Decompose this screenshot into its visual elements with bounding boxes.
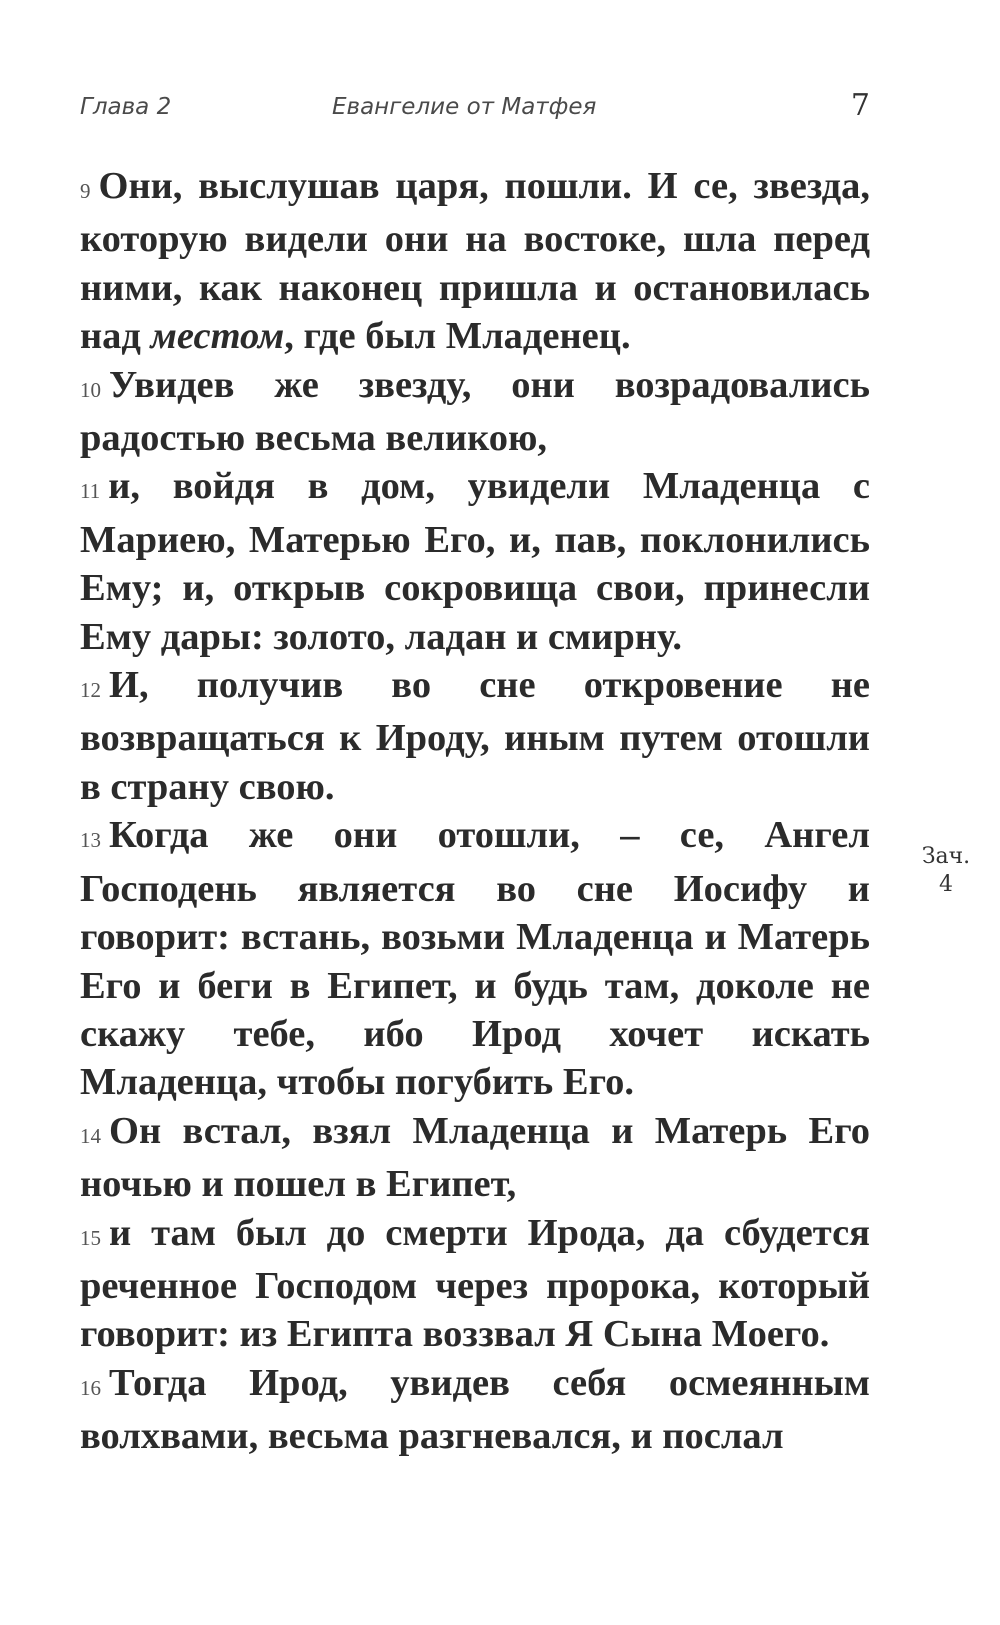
reading-marker-number: 4 xyxy=(939,872,953,897)
verse-14 xyxy=(80,1107,870,1209)
verse-number: 16 xyxy=(80,1375,101,1400)
verse-text: Увидев же звезду, они возрадовались радостью весьма великою, xyxy=(80,363,870,460)
reading-marker xyxy=(910,843,982,899)
verse-9 xyxy=(80,162,870,361)
verse-italic-word: местом xyxy=(150,315,285,358)
verse-text: Тогда Ирод, увидев себя осмеянным волхвами, весьма разгневался, и послал xyxy=(80,1361,870,1458)
book-title: Евангелие от Матфея xyxy=(332,94,597,120)
verse-15 xyxy=(80,1209,870,1359)
verse-text: , где был Младенец. xyxy=(284,315,631,358)
verse-10 xyxy=(80,361,870,463)
verse-number: 11 xyxy=(80,479,101,504)
verse-11 xyxy=(80,462,870,661)
verse-text: и там был до смерти Ирода, да сбудется реченное Господом через пророка, который говорит: из Египта воззвал Я Сына Моего. xyxy=(80,1211,870,1356)
verse-number: 12 xyxy=(80,678,101,703)
verse-13 xyxy=(80,811,870,1106)
verse-text: и, войдя в дом, увидели Младенца с Мариею, Матерью Его, и, пав, поклонились Ему; и, открыв сокровища свои, принесли Ему дары: золото, ладан и смирну. xyxy=(80,465,870,658)
verse-16 xyxy=(80,1359,870,1461)
verse-12 xyxy=(80,661,870,811)
verse-number: 10 xyxy=(80,377,101,402)
verse-text: Когда же они отошли, – се, Ангел Господень является во сне Иосифу и говорит: встань, возьми Младенца и Матерь Его и беги в Египет, и будь там, доколе не скажу тебе, ибо Ирод хочет искать Младенца, чтобы погубить Его. xyxy=(80,814,870,1104)
verse-number: 13 xyxy=(80,828,101,853)
page-number: 7 xyxy=(850,88,870,123)
verse-number: 14 xyxy=(80,1123,101,1148)
verse-text: И, получив во сне откровение не возвращаться к Ироду, иным путем отошли в страну свою. xyxy=(80,664,870,808)
verse-text: Они, выслушав царя, пошли. И се, звезда, которую видели они на востоке, шла перед ними, как наконец пришла и остановилась над xyxy=(80,165,870,358)
chapter-label: Глава 2 xyxy=(80,94,172,120)
verse-number: 15 xyxy=(80,1225,101,1250)
verse-text: Он встал, взял Младенца и Матерь Его ночью и пошел в Египет, xyxy=(80,1109,870,1206)
reading-marker-label: Зач. xyxy=(921,844,971,869)
running-header xyxy=(80,88,870,128)
verse-number: 9 xyxy=(80,179,91,203)
scripture-text xyxy=(80,162,870,1461)
